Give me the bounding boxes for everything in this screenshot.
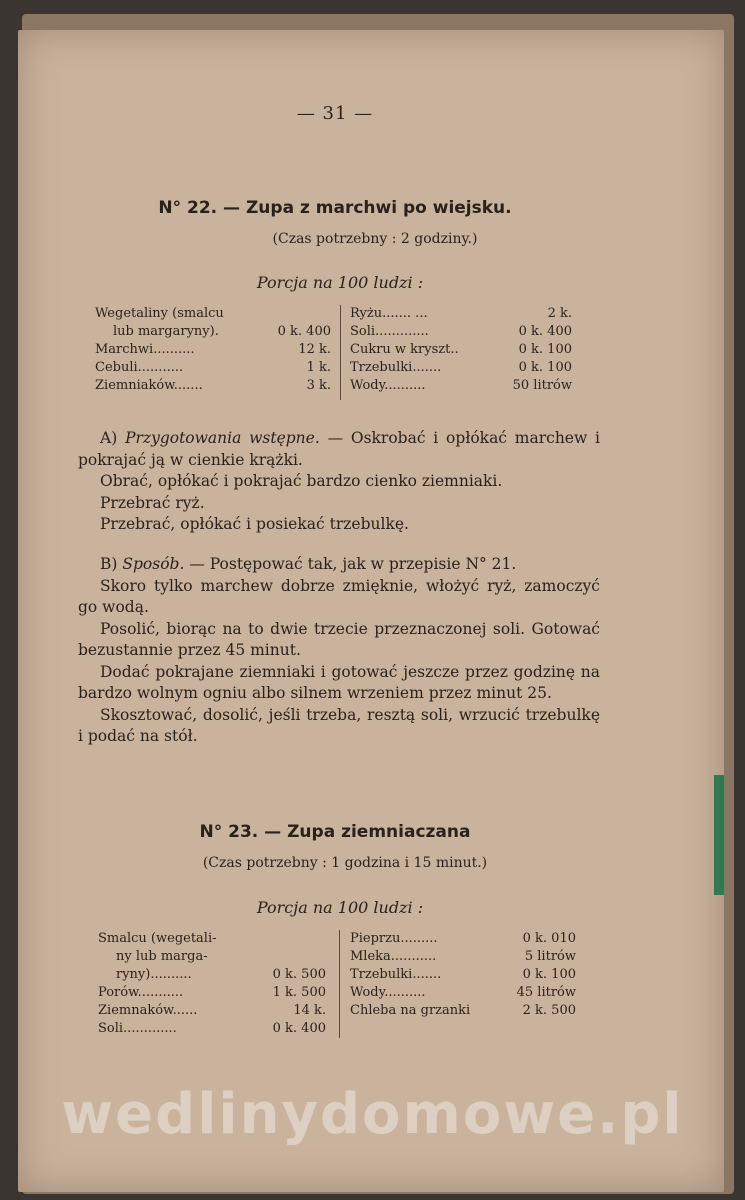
ingredient-row: Wody.......... 45 litrów bbox=[350, 985, 576, 1000]
ingredient-row: Cukru w kryszt.. 0 k. 100 bbox=[350, 342, 572, 357]
method-paragraph: Dodać pokrajane ziemniaki i gotować jeszcze przez godzinę na bardzo wolnym ogniu albo silnem wrzeniem przez minut 25. bbox=[78, 662, 600, 702]
recipe-23-title: N° 23. — Zupa ziemniaczana bbox=[199, 822, 471, 842]
ingredient-row: ryny).......... 0 k. 500 bbox=[116, 967, 326, 982]
ingredient-row: Soli............. 0 k. 400 bbox=[98, 1021, 326, 1036]
recipe-22-ingredients-right bbox=[350, 305, 572, 395]
ingredient-row: Pieprzu......... 0 k. 010 bbox=[350, 931, 576, 946]
recipe-23-ingredients-left bbox=[98, 930, 326, 1038]
method-paragraph: Posolić, biorąc na to dwie trzecie przeznaczonej soli. Gotować bezustannie przez 45 minut. bbox=[78, 619, 600, 659]
recipe-23-portion: Porcja na 100 ludzi : bbox=[256, 898, 424, 917]
ingredient-row: Marchwi.......... 12 k. bbox=[95, 342, 331, 357]
preparation-line: Obrać, opłókać i pokrajać bardzo cienko ziemniaki. bbox=[100, 472, 503, 490]
column-divider bbox=[340, 305, 341, 400]
ingredient-row: Trzebulki....... 0 k. 100 bbox=[350, 360, 572, 375]
ingredient-row: Smalcu (wegetali- bbox=[98, 931, 217, 946]
watermark: wedlinydomowe.pl bbox=[61, 1082, 684, 1147]
ingredient-row: ny lub marga- bbox=[116, 949, 208, 964]
ingredient-row: Wody.......... 50 litrów bbox=[350, 378, 572, 393]
recipe-22-method bbox=[78, 554, 600, 748]
recipe-22-preparation bbox=[78, 428, 600, 536]
recipe-22-portion: Porcja na 100 ludzi : bbox=[256, 273, 424, 292]
recipe-22-time: (Czas potrzebny : 2 godziny.) bbox=[272, 231, 478, 247]
ingredient-row: Ziemniaków....... 3 k. bbox=[95, 378, 331, 393]
column-divider bbox=[339, 930, 340, 1038]
preparation-line: Przebrać ryż. bbox=[100, 493, 205, 512]
ingredient-row: Porów........... 1 k. 500 bbox=[98, 985, 326, 1000]
ingredient-row: Ryżu....... ... 2 k. bbox=[350, 306, 572, 321]
recipe-22-title: N° 22. — Zupa z marchwi po wiejsku. bbox=[158, 198, 512, 218]
ingredient-row: Chleba na grzanki 2 k. 500 bbox=[350, 1003, 576, 1018]
ingredient-row: lub margaryny). 0 k. 400 bbox=[113, 324, 331, 339]
recipe-23-time: (Czas potrzebny : 1 godzina i 15 minut.) bbox=[202, 855, 488, 871]
page-number: — 31 — bbox=[296, 103, 374, 124]
preparation-paragraph: A) Przygotowania wstępne. — Oskrobać i opłókać marchew i pokrajać ją w cienkie krążki. bbox=[78, 429, 600, 469]
preparation-line: Przebrać, opłókać i posiekać trzebulkę. bbox=[100, 515, 409, 533]
ingredient-row: Trzebulki....... 0 k. 100 bbox=[350, 967, 576, 982]
ingredient-row: Cebuli........... 1 k. bbox=[95, 360, 331, 375]
method-paragraph: Skoro tylko marchew dobrze zmięknie, włożyć ryż, zamoczyć go wodą. bbox=[78, 576, 600, 616]
recipe-22-ingredients-left bbox=[95, 305, 331, 395]
ingredient-row: Ziemnaków...... 14 k. bbox=[98, 1003, 326, 1018]
method-paragraph: B) Sposób. — Postępować tak, jak w przepisie N° 21. bbox=[100, 555, 517, 573]
method-paragraph: Skosztować, dosolić, jeśli trzeba, resztą soli, wrzucić trzebulkę i podać na stół. bbox=[78, 705, 600, 745]
ingredient-row: Soli............. 0 k. 400 bbox=[350, 324, 572, 339]
ingredient-row: Wegetaliny (smalcu bbox=[95, 306, 224, 321]
ingredient-row: Mleka........... 5 litrów bbox=[350, 949, 576, 964]
recipe-23-ingredients-right bbox=[350, 930, 576, 1020]
bookmark-tab bbox=[714, 775, 724, 895]
